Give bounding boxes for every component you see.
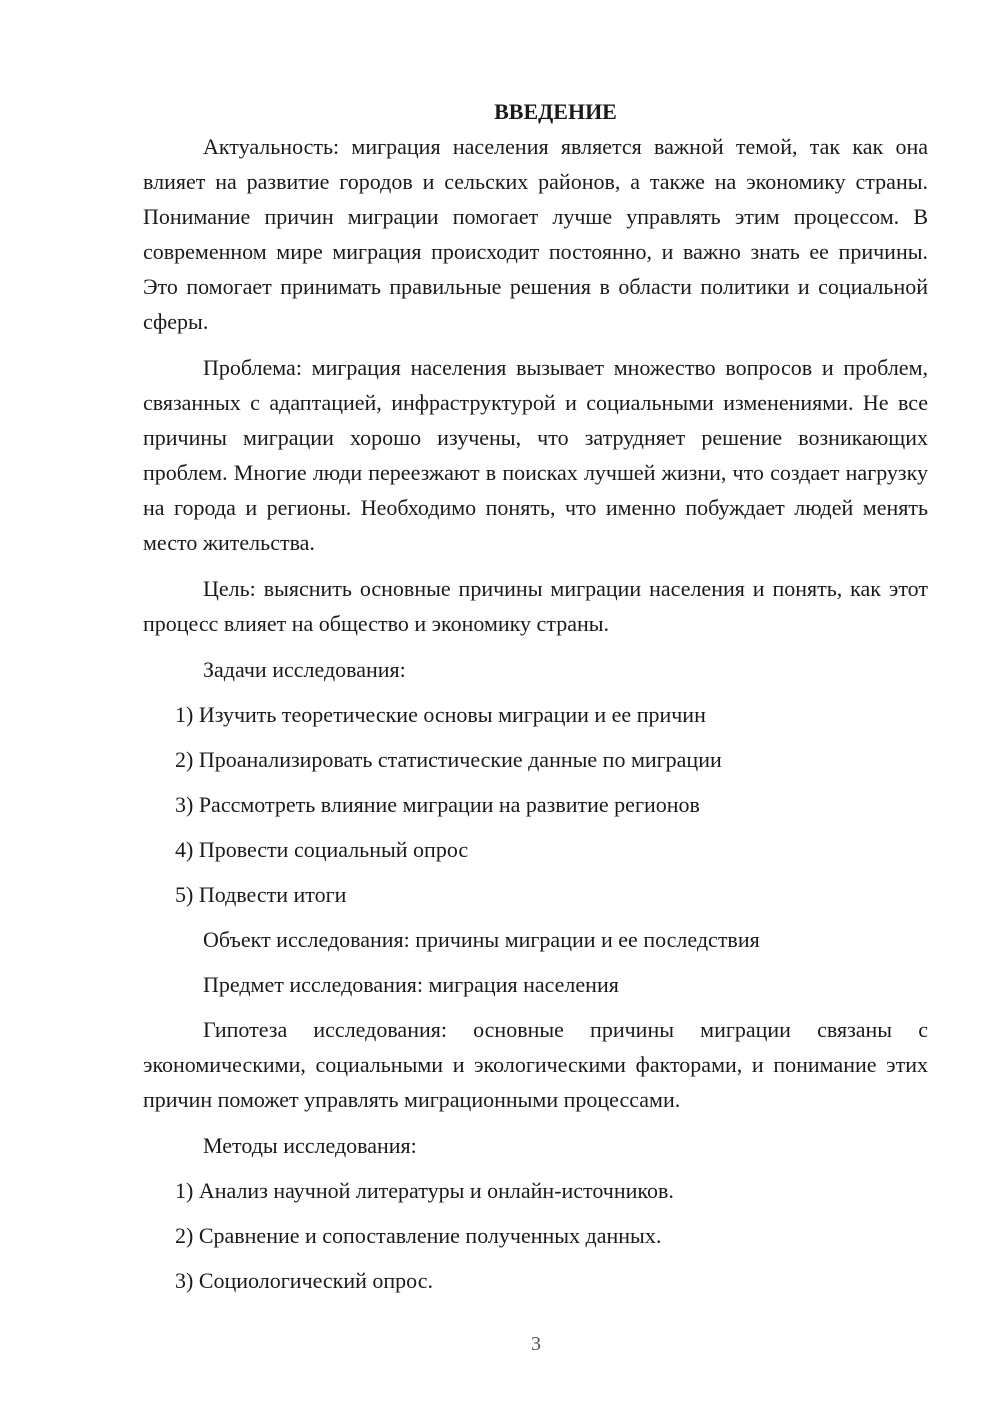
task-item: 3) Рассмотреть влияние миграции на развитие регионов bbox=[175, 792, 700, 817]
page-title: ВВЕДЕНИЕ bbox=[494, 99, 617, 124]
task-item: 5) Подвести итоги bbox=[175, 882, 347, 907]
problem-paragraph: Проблема: миграция населения вызывает множество вопросов и проблем, связанных с адаптацией, инфраструктурой и социальными изменениями. Не все причины миграции хорошо изучены, что затрудняет решение возникающих проблем. Многие люди переезжают в поисках лучшей жизни, что создает нагрузку на города и регионы. Необходимо понять, что именно побуждает людей менять место жительства. bbox=[143, 355, 928, 555]
method-item: 2) Сравнение и сопоставление полученных данных. bbox=[175, 1223, 662, 1248]
page-number: 3 bbox=[531, 1333, 541, 1355]
task-item: 1) Изучить теоретические основы миграции и ее причин bbox=[175, 702, 706, 727]
goal-paragraph: Цель: выяснить основные причины миграции населения и понять, как этот процесс влияет на общество и экономику страны. bbox=[143, 576, 928, 636]
task-item: 4) Провести социальный опрос bbox=[175, 837, 469, 862]
hypothesis-paragraph: Гипотеза исследования: основные причины миграции связаны с экономическими, социальными и экологическими факторами, и понимание этих причин поможет управлять миграционными процессами. bbox=[143, 1017, 928, 1112]
method-item: 1) Анализ научной литературы и онлайн-источников. bbox=[175, 1178, 674, 1203]
research-object: Объект исследования: причины миграции и ее последствия bbox=[203, 927, 760, 952]
task-item: 2) Проанализировать статистические данные по миграции bbox=[175, 747, 722, 772]
page-content bbox=[143, 94, 928, 1308]
method-item: 3) Социологический опрос. bbox=[175, 1268, 433, 1293]
relevance-paragraph: Актуальность: миграция населения является важной темой, так как она влияет на развитие городов и сельских районов, а также на экономику страны. Понимание причин миграции помогает лучше управлять этим процессом. В современном мире миграция происходит постоянно, и важно знать ее причины. Это помогает принимать правильные решения в области политики и социальной сферы. bbox=[143, 134, 928, 334]
methods-heading: Методы исследования: bbox=[203, 1133, 417, 1158]
research-subject: Предмет исследования: миграция населения bbox=[203, 972, 619, 997]
tasks-heading: Задачи исследования: bbox=[203, 657, 406, 682]
